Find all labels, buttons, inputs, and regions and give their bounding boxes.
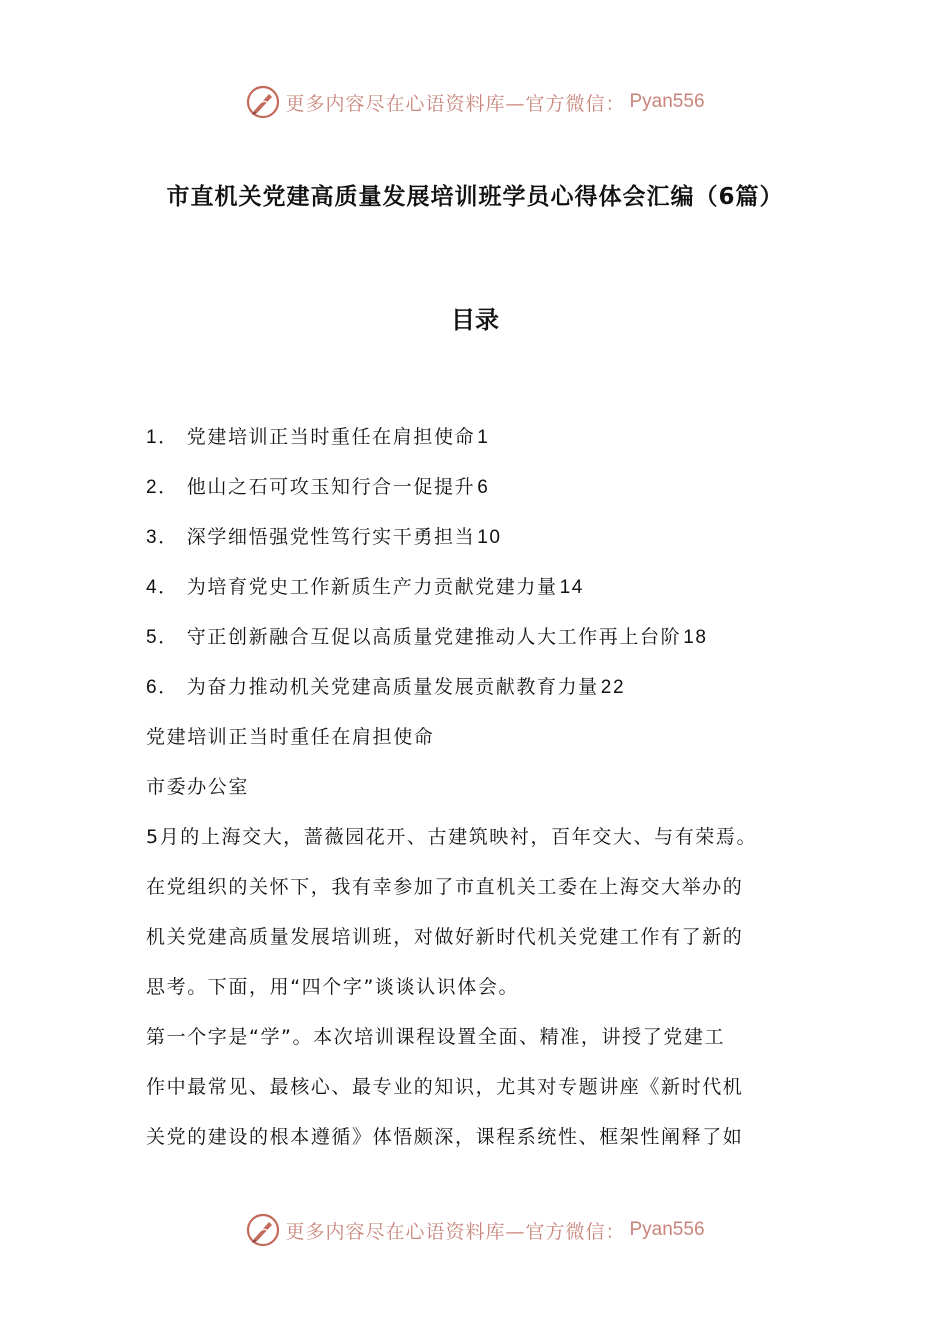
body-line: 在党组织的关怀下，我有幸参加了市直机关工委在上海交大举办的 [146,876,744,898]
toc-item-page: 18 [683,627,708,648]
watermark-banner-top [0,82,950,122]
body-line: 机关党建高质量发展培训班，对做好新时代机关党建工作有了新的 [146,926,744,948]
document-title: 市直机关党建高质量发展培训班学员心得体会汇编（6篇） [166,184,784,210]
toc-item-title: 党建培训正当时重任在肩担使命 [186,426,476,448]
toc-item-page: 6 [477,477,490,498]
pen-logo-icon [245,1212,281,1248]
toc-item-page: 14 [559,577,584,598]
watermark-wechat-id: Pyan556 [629,1219,705,1240]
toc-item-title: 守正创新融合互促以高质量党建推动人大工作再上台阶 [186,626,682,648]
body-line: 思考。下面，用“四个字”谈谈认识体会。 [146,976,520,998]
toc-item-title: 他山之石可攻玉知行合一促提升 [186,476,476,498]
toc-item-page: 1 [477,427,490,448]
watermark-text: 更多内容尽在心语资料库—官方微信： [285,92,626,115]
toc-item-title: 为奋力推动机关党建高质量发展贡献教育力量 [186,676,599,698]
watermark-banner-bottom [0,1210,950,1250]
body-line: 第一个字是“学”。本次培训课程设置全面、精准，讲授了党建工 [146,1026,726,1048]
body-line: 5月的上海交大，蔷薇园花开、古建筑映衬，百年交大、与有荣焉。 [146,826,758,848]
toc-item-title: 深学细悟强党性笃行实干勇担当 [186,526,476,548]
toc-item-page: 10 [477,527,502,548]
watermark-wechat-id: Pyan556 [629,91,705,112]
toc-heading: 目录 [451,306,499,334]
toc-item-title: 为培育党史工作新质生产力贡献党建力量 [186,576,558,598]
toc-item: 6． 为奋力推动机关党建高质量发展贡献教育力量 22 [146,676,626,698]
body-line: 作中最常见、最核心、最专业的知识，尤其对专题讲座《新时代机 [146,1076,744,1098]
watermark-text: 更多内容尽在心语资料库—官方微信： [285,1220,626,1243]
toc-item: 4． 为培育党史工作新质生产力贡献党建力量 14 [146,576,584,598]
toc-item-page: 22 [600,677,626,698]
article-author: 市委办公室 [146,776,250,798]
toc-item: 2． 他山之石可攻玉知行合一促提升 6 [146,476,490,498]
toc-item: 1． 党建培训正当时重任在肩担使命 1 [146,426,490,448]
article-title: 党建培训正当时重任在肩担使命 [146,726,435,748]
document-content [146,412,816,1162]
pen-logo-icon [245,84,281,120]
body-line: 关党的建设的根本遵循》体悟颇深，课程系统性、框架性阐释了如 [146,1126,744,1148]
toc-item: 5． 守正创新融合互促以高质量党建推动人大工作再上台阶 18 [146,626,708,648]
toc-item: 3． 深学细悟强党性笃行实干勇担当 10 [146,526,502,548]
